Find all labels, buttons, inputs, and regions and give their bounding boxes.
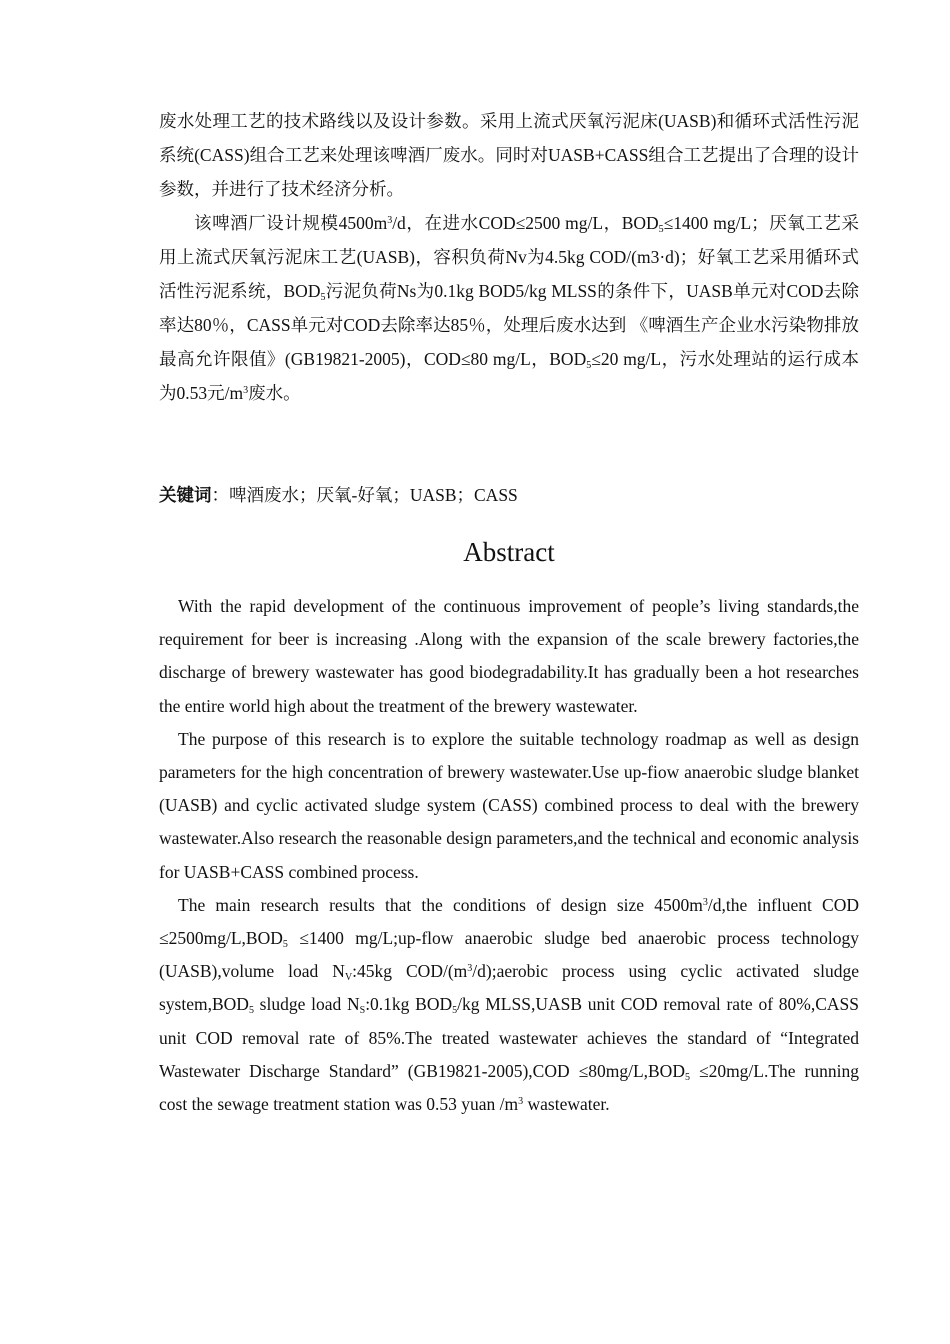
keywords-label: 关键词 (159, 485, 212, 505)
keywords-line: 关键词：啤酒废水；厌氧-好氧；UASB；CASS (159, 485, 518, 505)
en-paragraph-1: With the rapid development of the continuous improvement of people’s living standards,the requirement for beer is increasing .Along with the expansion of the scale brewery factories,the discharge of brewery wastewater has good biodegradability.It has gradually been a hot researches the entire world high about the treatment of the brewery wastewater. (159, 596, 859, 716)
keywords-text: 啤酒废水；厌氧-好氧；UASB；CASS (229, 485, 518, 505)
document-page (159, 104, 859, 1121)
cn-paragraph-2: 该啤酒厂设计规模$4500m^3/d$，在进水COD≤2500 mg/L，$BOD_5\le 1400$ mg/L；厌氧工艺采用上流式厌氧污泥床工艺(UASB)，容积负荷Nv为4.5kg COD/(m3·d)；好氧工艺采用循环式活性污泥系统，$BOD_5$污泥负荷Ns为0.1kg BOD5/kg MLSS的条件下，UASB单元对COD去除率达80％，CASS单元对COD去除率达85％，处理后废水达到 《啤酒生产企业水污染物排放最高允许限值》(GB19821-2005)，COD≤80 mg/L，$BOD_5\le 20$ mg/L，污水处理站的运行成本为0.53元$/m^3$废水。 (159, 213, 859, 403)
chinese-abstract (159, 104, 859, 410)
english-abstract (159, 590, 859, 1121)
en-paragraph-2: The purpose of this research is to explore the suitable technology roadmap as well as design parameters for the high concentration of brewery wastewater.Use up-fiow anaerobic sludge blanket (UASB) and cyclic activated sludge system (CASS) combined process to deal with the brewery wastewater.Also research the reasonable design parameters,and the technical and economic analysis for UASB+CASS combined process. (159, 728, 859, 882)
cn-paragraph-1: 废水处理工艺的技术路线以及设计参数。采用上流式厌氧污泥床(UASB)和循环式活性污泥系统(CASS)组合工艺来处理该啤酒厂废水。同时对UASB+CASS组合工艺提出了合理的设计参数，并进行了技术经济分析。 (159, 111, 859, 199)
abstract-heading: Abstract (463, 537, 555, 567)
en-paragraph-3: The main research results that the conditions of design size $4500m^3/d,the$ influent COD $\le 2500mg/L,BOD_5 \le 1400$ mg/L;up-flow anaerobic sludge bed anaerobic process technology (UASB),volume load $N_V:45kg$ COD/$(m^3/d);aerobic$ process using cyclic activated sludge $system,BOD_5$ sludge load $N_S:0.1kg$ $BOD_5/kg$ MLSS,UASB unit COD removal rate of 80%,CASS unit COD removal rate of 85%.The treated wastewater achieves the standard of “Integrated Wastewater Discharge Standard” $(GB19821-2005),COD \le 80mg/L,BOD_5 \le 20mg/L.The$ running cost the sewage treatment station was 0.53 yuan $/m^3$ wastewater. (159, 894, 859, 1115)
